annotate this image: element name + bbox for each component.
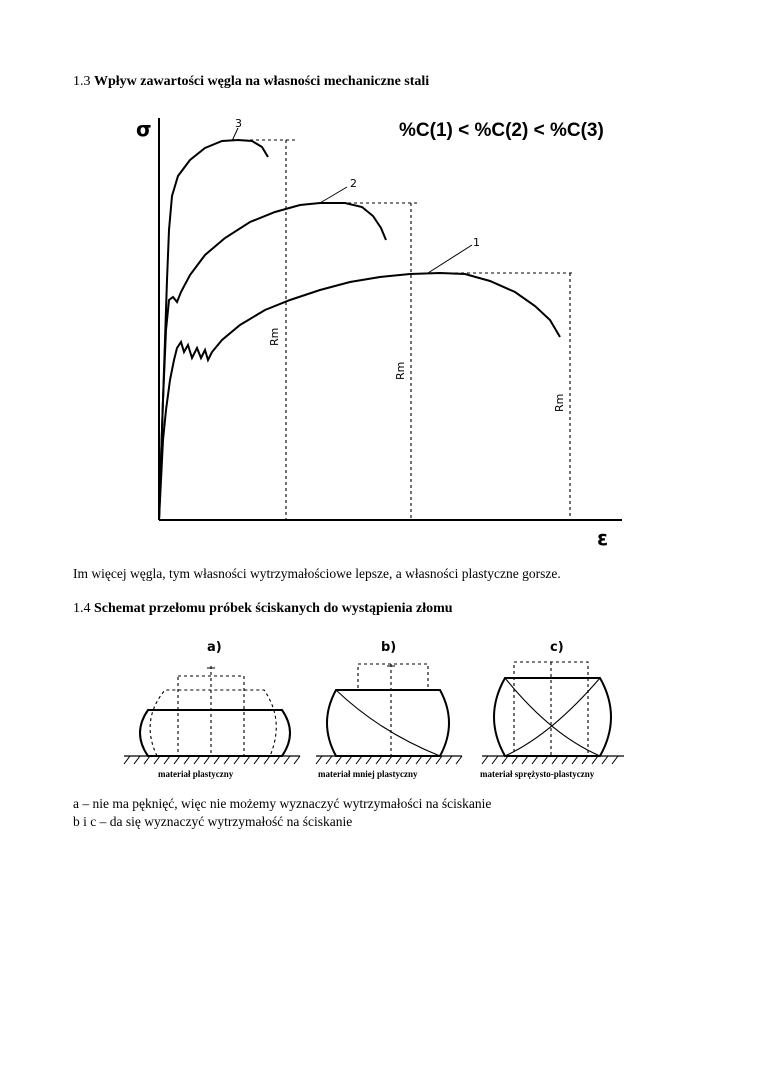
panel-a-letter: a) xyxy=(207,640,222,655)
panel-c-letter: c) xyxy=(550,640,564,655)
curve-1-leader xyxy=(428,245,472,273)
curve-1 xyxy=(159,273,560,520)
section-1-3-number: 1.3 xyxy=(73,74,91,89)
curve-3-label: 3 xyxy=(235,117,242,130)
panel-c-caption: materiał sprężysto-plastyczny xyxy=(480,769,595,779)
curve-3-rm-label: Rm xyxy=(268,327,281,346)
section-1-4-heading xyxy=(73,601,453,617)
curve-2-leader xyxy=(320,187,347,203)
curve-1-label: 1 xyxy=(473,236,480,249)
curve-2 xyxy=(159,203,386,520)
curve-3 xyxy=(159,140,268,520)
note-b-c: b i c – da się wyznaczyć wytrzymałość na ściskanie xyxy=(73,814,353,829)
panel-a-caption: materiał plastyczny xyxy=(158,769,234,779)
schema-panel-c xyxy=(480,640,624,779)
panel-b-letter: b) xyxy=(381,640,397,655)
section-1-4-title: Schemat przełomu próbek ściskanych do wystąpienia złomu xyxy=(94,601,453,616)
y-axis-label: σ xyxy=(136,117,152,141)
schema-panel-a xyxy=(124,640,300,779)
curve-1-rm-label: Rm xyxy=(553,393,566,412)
panel-b-caption: materiał mniej plastyczny xyxy=(318,769,418,779)
note-a: a – nie ma pęknięć, więc nie możemy wyznaczyć wytrzymałości na ściskanie xyxy=(73,796,492,811)
x-axis-label: ε xyxy=(597,526,609,550)
curve-2-rm-label: Rm xyxy=(394,361,407,380)
carbon-conclusion-text: Im więcej węgla, tym własności wytrzymałościowe lepsze, a własności plastyczne gorsze. xyxy=(73,566,561,581)
chart-title: %C(1) < %C(2) < %C(3) xyxy=(399,120,604,141)
curve-2-label: 2 xyxy=(350,177,357,190)
schema-panel-b xyxy=(316,640,462,779)
section-1-3-title: Wpływ zawartości węgla na własności mechaniczne stali xyxy=(94,74,430,89)
section-1-4-number: 1.4 xyxy=(73,601,91,616)
